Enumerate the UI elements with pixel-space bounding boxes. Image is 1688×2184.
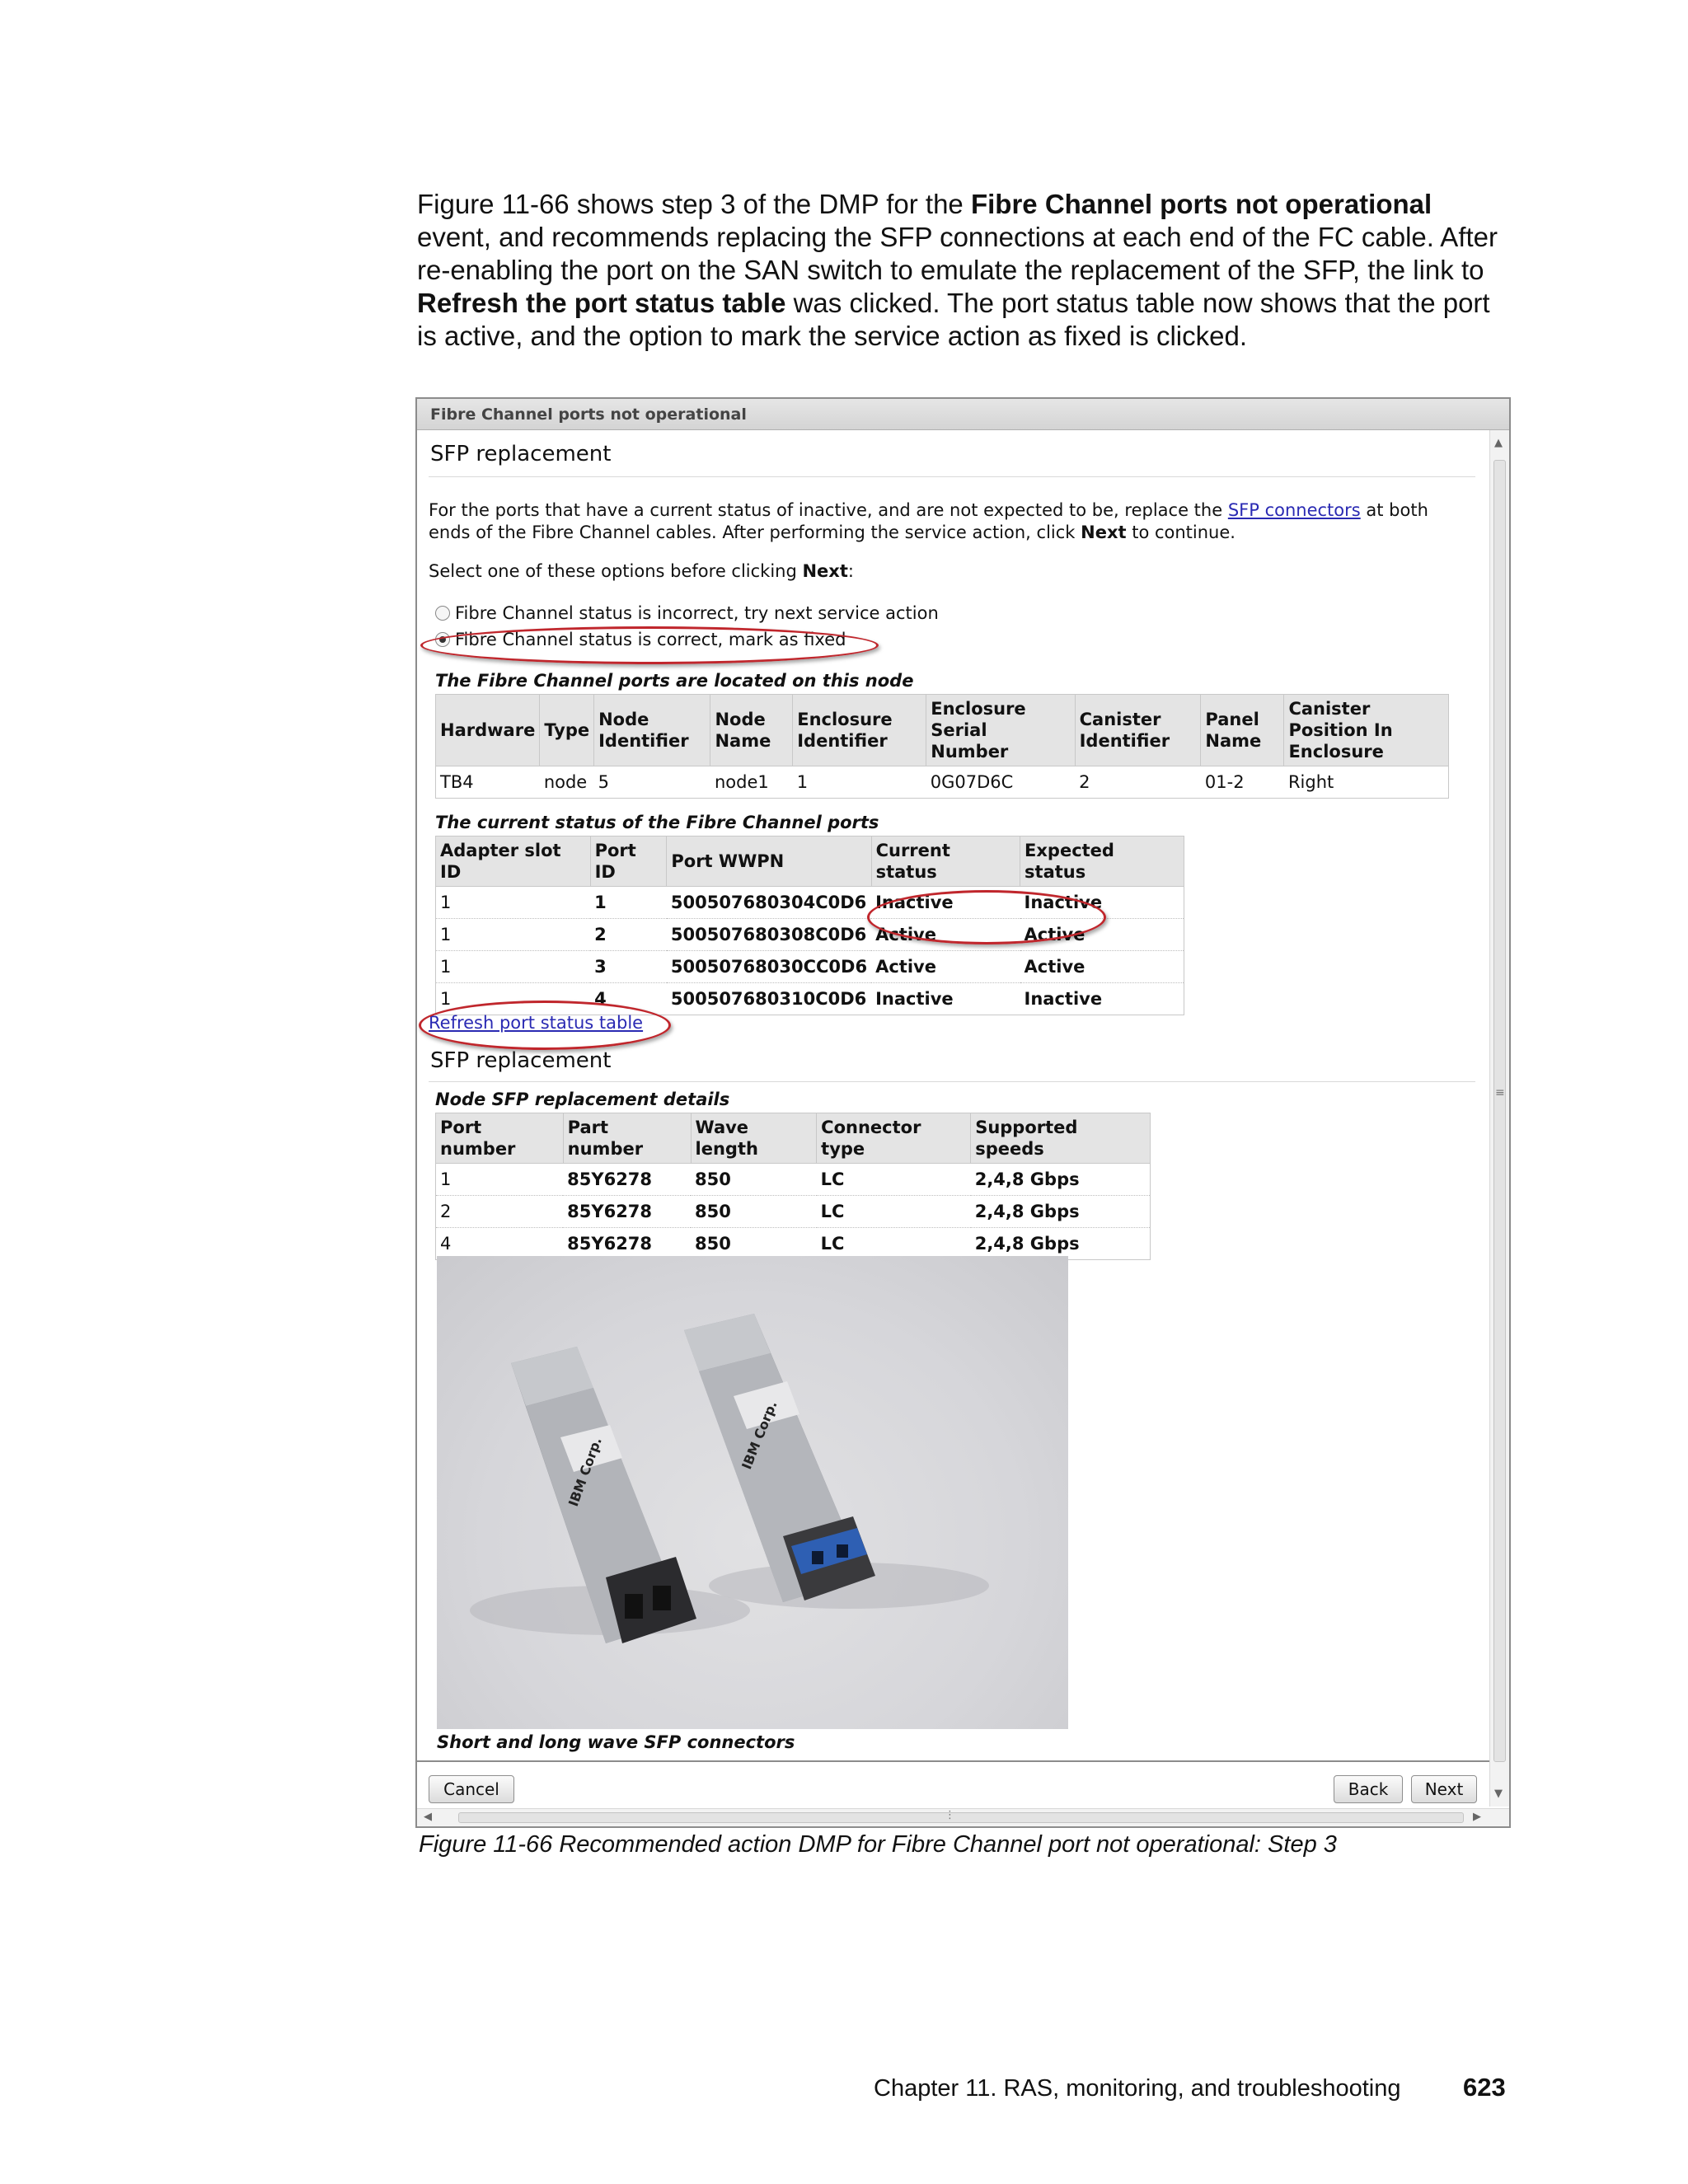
sfp-table-row <box>436 1228 1151 1260</box>
node-table-row <box>436 766 1449 799</box>
node-table-header: Enclosure Serial Number <box>926 695 1075 766</box>
scroll-left-icon[interactable]: ◀ <box>424 1811 432 1823</box>
node-table-header: Hardware <box>436 695 540 766</box>
status-table-cell: 3 <box>590 951 667 983</box>
sfp-photo-illustration <box>437 1256 1068 1729</box>
instructions-text <box>429 499 1484 544</box>
intro-bold-refresh: Refresh the port status table <box>417 288 786 318</box>
intro-text-1: Figure 11-66 shows step 3 of the DMP for the <box>417 189 971 219</box>
status-table-cell: Inactive <box>1020 887 1184 919</box>
status-table-cell: Inactive <box>1020 983 1184 1015</box>
status-table-cell: Active <box>1020 919 1184 951</box>
node-table-cell: 0G07D6C <box>926 766 1075 799</box>
highlight-oval-refresh-link <box>419 1001 671 1050</box>
status-table-header: Current status <box>871 837 1020 887</box>
node-table-cell: node <box>540 766 594 799</box>
node-table-cell: 01-2 <box>1201 766 1284 799</box>
sfp-table-header: Part number <box>563 1113 691 1164</box>
option-mark-fixed-label: Fibre Channel status is correct, mark as fixed <box>455 630 846 649</box>
intro-text-3: was clicked. The port status table now shows that the port is active, and the option to mark the service action as fixed is clicked. <box>417 288 1490 351</box>
status-table-header: Port WWPN <box>667 837 871 887</box>
status-table-cell: 50050768030CC0D6 <box>667 951 871 983</box>
sfp-connectors-link[interactable]: SFP connectors <box>1227 500 1361 520</box>
node-table-cell: 2 <box>1075 766 1201 799</box>
select-text-2: : <box>847 561 854 581</box>
node-table-cell: node1 <box>710 766 793 799</box>
sfp-table-cell: LC <box>817 1228 971 1260</box>
status-table-cell: 500507680304C0D6 <box>667 887 871 919</box>
instr-next-bold: Next <box>1081 523 1127 542</box>
status-table-cell: 1 <box>436 919 591 951</box>
scroll-down-icon[interactable]: ▼ <box>1494 1788 1503 1800</box>
sfp-table-cell: 85Y6278 <box>563 1196 691 1228</box>
sfp-table-cell: LC <box>817 1196 971 1228</box>
vertical-scrollbar[interactable] <box>1489 430 1509 1807</box>
hscroll-grip-icon: ⋮ <box>945 1809 955 1821</box>
select-text-1: Select one of these options before clicking <box>429 561 803 581</box>
status-table-cell: 2 <box>590 919 667 951</box>
status-table-cell: Inactive <box>871 983 1020 1015</box>
chapter-footer: Chapter 11. RAS, monitoring, and troubleshooting <box>874 2075 1401 2102</box>
node-table-header: Enclosure Identifier <box>793 695 926 766</box>
horizontal-scroll-thumb[interactable] <box>458 1812 1464 1823</box>
dmp-window-screenshot <box>415 397 1511 1828</box>
status-table-cell: Active <box>871 919 1020 951</box>
sfp-table-header: Supported speeds <box>971 1113 1151 1164</box>
sfp-table-caption: Node SFP replacement details <box>435 1090 730 1109</box>
node-table-cell: 1 <box>793 766 926 799</box>
status-table-cell: 1 <box>436 983 591 1015</box>
sfp-table-cell: 2,4,8 Gbps <box>971 1228 1151 1260</box>
cancel-button[interactable]: Cancel <box>429 1775 514 1803</box>
status-table-cell: 500507680308C0D6 <box>667 919 871 951</box>
status-table-cell: Active <box>871 951 1020 983</box>
sfp-table-cell: 2,4,8 Gbps <box>971 1164 1151 1196</box>
section-title-sfp-2: SFP replacement <box>430 1048 612 1073</box>
sfp-table-header: Port number <box>436 1113 564 1164</box>
button-bar-divider <box>417 1760 1492 1762</box>
figure-caption: Figure 11-66 Recommended action DMP for Fibre Channel port not operational: Step 3 <box>419 1831 1337 1858</box>
section-divider-2 <box>429 1081 1475 1082</box>
status-table-header: Expected status <box>1020 837 1184 887</box>
instr-text-3: ends of the Fibre Channel cables. After performing the service action, click <box>429 523 1081 542</box>
scroll-grip-icon: ≡ <box>1495 1086 1505 1099</box>
node-table <box>435 694 1449 799</box>
sfp-table-cell: 850 <box>691 1164 817 1196</box>
scroll-right-icon[interactable]: ▶ <box>1473 1811 1481 1823</box>
status-table-cell: 1 <box>436 887 591 919</box>
left-sfp-label: IBM Corp. <box>565 1435 605 1509</box>
radio-unselected[interactable] <box>435 606 450 621</box>
page-number: 623 <box>1463 2073 1506 2102</box>
option-try-next-label: Fibre Channel status is incorrect, try next service action <box>455 603 939 623</box>
sfp-table-row <box>436 1196 1151 1228</box>
node-table-header: Canister Position In Enclosure <box>1284 695 1449 766</box>
status-table-cell: Inactive <box>871 887 1020 919</box>
highlight-oval-active-status <box>867 890 1106 944</box>
photo-caption: Short and long wave SFP connectors <box>437 1732 795 1752</box>
select-instruction <box>429 560 854 583</box>
sfp-connectors-photo <box>437 1256 1068 1729</box>
right-sfp-module <box>684 1314 875 1602</box>
sfp-table-row <box>436 1164 1151 1196</box>
right-sfp-label: IBM Corp. <box>738 1398 781 1472</box>
node-table-header: Node Identifier <box>594 695 710 766</box>
instr-text-1: For the ports that have a current status of inactive, and are not expected to be, replace the <box>429 500 1228 520</box>
node-table-cell: Right <box>1284 766 1449 799</box>
sfp-table-cell: 2,4,8 Gbps <box>971 1196 1151 1228</box>
status-table-header: Adapter slot ID <box>436 837 591 887</box>
node-table-header: Type <box>540 695 594 766</box>
status-table-cell: 4 <box>590 983 667 1015</box>
window-title: Fibre Channel ports not operational <box>417 399 1509 430</box>
horizontal-scrollbar[interactable] <box>417 1808 1509 1826</box>
sfp-table-cell: 85Y6278 <box>563 1164 691 1196</box>
status-table-cell: 500507680310C0D6 <box>667 983 871 1015</box>
node-table-header: Canister Identifier <box>1075 695 1201 766</box>
sfp-table-cell: 4 <box>436 1228 564 1260</box>
sfp-table-cell: 1 <box>436 1164 564 1196</box>
sfp-details-table <box>435 1113 1151 1260</box>
node-table-caption: The Fibre Channel ports are located on this node <box>435 671 914 691</box>
scroll-up-icon[interactable]: ▲ <box>1494 437 1503 449</box>
sfp-table-cell: 850 <box>691 1196 817 1228</box>
sfp-table-header: Wave length <box>691 1113 817 1164</box>
select-next-bold: Next <box>802 561 848 581</box>
status-table-row <box>436 951 1184 983</box>
section-divider <box>429 476 1475 477</box>
section-title-sfp: SFP replacement <box>430 442 612 466</box>
intro-text-2: event, and recommends replacing the SFP connections at each end of the FC cable. After re-enabling the port on the SAN switch to emulate the replacement of the SFP, the link to <box>417 222 1498 285</box>
node-table-cell: TB4 <box>436 766 540 799</box>
sfp-table-cell: LC <box>817 1164 971 1196</box>
intro-paragraph <box>417 188 1513 353</box>
status-table-header: Port ID <box>590 837 667 887</box>
sfp-table-cell: 85Y6278 <box>563 1228 691 1260</box>
option-try-next[interactable] <box>435 603 939 623</box>
status-table-cell: 1 <box>590 887 667 919</box>
status-table-caption: The current status of the Fibre Channel ports <box>435 813 879 832</box>
status-table-cell: Active <box>1020 951 1184 983</box>
node-table-header: Panel Name <box>1201 695 1284 766</box>
refresh-port-status-link[interactable]: Refresh port status table <box>429 1013 644 1033</box>
vertical-scroll-thumb[interactable] <box>1493 460 1506 1762</box>
instr-text-2: at both <box>1360 500 1428 520</box>
back-button[interactable]: Back <box>1334 1775 1403 1803</box>
status-table-cell: 1 <box>436 951 591 983</box>
intro-bold-event: Fibre Channel ports not operational <box>970 189 1432 219</box>
node-table-header: Node Name <box>710 695 793 766</box>
node-table-cell: 5 <box>594 766 710 799</box>
sfp-table-cell: 2 <box>436 1196 564 1228</box>
highlight-oval-fixed-option <box>420 626 879 664</box>
sfp-table-cell: 850 <box>691 1228 817 1260</box>
sfp-table-header: Connector type <box>817 1113 971 1164</box>
instr-text-4: to continue. <box>1126 523 1236 542</box>
next-button[interactable]: Next <box>1411 1775 1477 1803</box>
